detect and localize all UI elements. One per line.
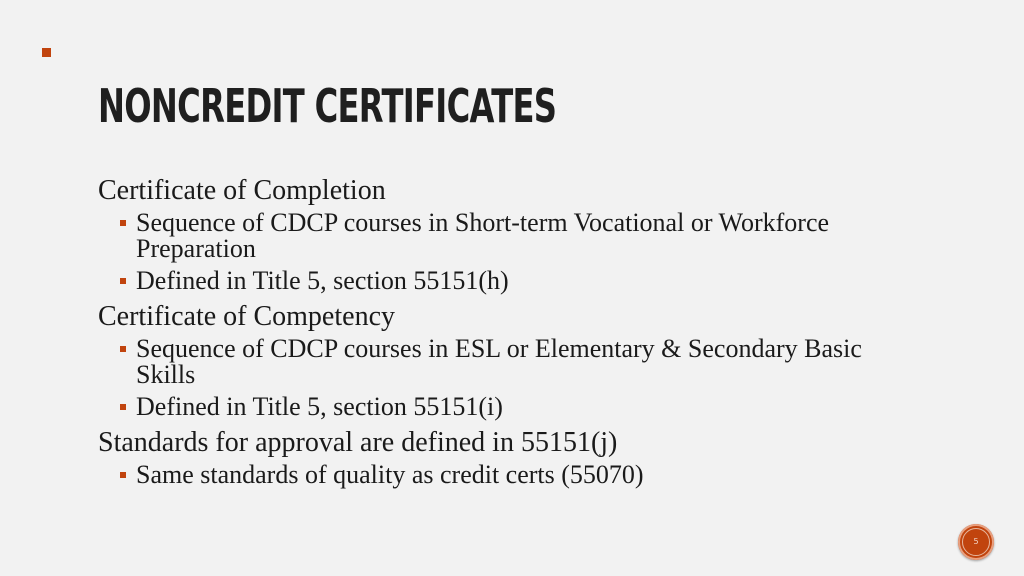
accent-square-icon [42, 48, 51, 57]
square-bullet-icon [120, 346, 126, 352]
bullet-text: Defined in Title 5, section 55151(h) [136, 266, 509, 295]
square-bullet-icon [120, 220, 126, 226]
bullet-text: Sequence of CDCP courses in Short-term Vocational or Workforce Preparation [136, 208, 830, 263]
bullet-text: Defined in Title 5, section 55151(i) [136, 392, 503, 421]
square-bullet-icon [120, 404, 126, 410]
slide-title: NONCREDIT CERTIFICATES [98, 79, 557, 133]
section-heading-standards: Standards for approval are defined in 55151(j) [98, 427, 618, 458]
section-heading-competency: Certificate of Competency [98, 301, 395, 332]
slide-body [98, 174, 918, 490]
slide-number: 5 [973, 537, 979, 546]
list-item [136, 460, 918, 490]
list-item [136, 266, 918, 296]
list-item [136, 208, 918, 264]
bullet-text: Sequence of CDCP courses in ESL or Elementary & Secondary Basic Skills [136, 334, 862, 389]
square-bullet-icon [120, 472, 126, 478]
list-item [136, 392, 918, 422]
slide-number-badge [958, 524, 994, 560]
bullet-text: Same standards of quality as credit certs (55070) [136, 460, 644, 489]
section-heading-completion: Certificate of Completion [98, 175, 386, 206]
list-item [136, 334, 918, 390]
square-bullet-icon [120, 278, 126, 284]
